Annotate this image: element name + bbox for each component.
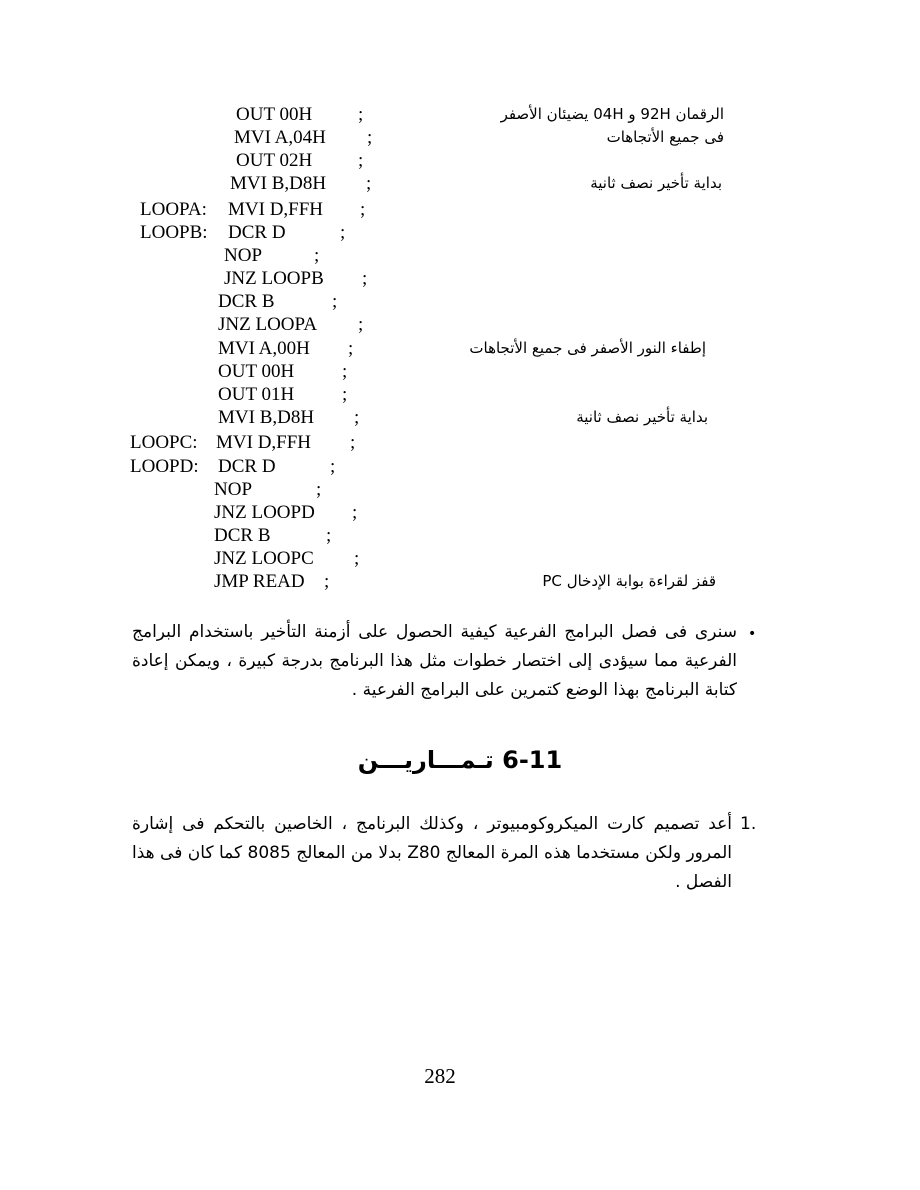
- code-comment: قفز لقراءة بوابة الإدخال PC: [542, 572, 716, 590]
- code-instruction: MVI B,D8H: [218, 407, 315, 428]
- code-instruction: MVI A,04H: [234, 127, 326, 148]
- code-instruction: DCR B: [214, 525, 271, 546]
- code-comment: بداية تأخير نصف ثانية: [576, 408, 708, 426]
- code-instruction: NOP: [224, 245, 263, 266]
- code-label: LOOPB:: [140, 222, 208, 243]
- code-instruction: NOP: [214, 479, 253, 500]
- code-instruction: JNZ LOOPC: [214, 548, 314, 569]
- code-instruction: MVI D,FFH: [228, 199, 324, 220]
- code-instruction: JMP READ: [214, 571, 305, 592]
- code-semicolon: ;: [352, 502, 358, 523]
- code-instruction: DCR B: [218, 291, 275, 312]
- code-semicolon: ;: [342, 361, 348, 382]
- note-paragraph: سنرى فى فصل البرامج الفرعية كيفية الحصول على أزمنة التأخير باستخدام البرامج الفرعية مما سيؤدى إلى اختصار خطوات مثل هذا البرنامج بدرجة كبيرة ، ويمكن إعادة كتابة البرنامج بهذا الوضع كتمرين على البرامج الفرعية .: [132, 622, 737, 700]
- exercise-text: أعد تصميم كارت الميكروكومبيوتر ، وكذلك البرنامج ، الخاصين بالتحكم فى إشارة المرور ولكن مستخدما هذه المرة المعالج Z80 بدلا من المعالج 8085 كما كان فى هذا الفصل .: [132, 814, 732, 892]
- code-comment: الرقمان 92H و 04H يضيئان الأصفر: [500, 105, 724, 123]
- code-instruction: MVI B,D8H: [230, 173, 327, 194]
- code-semicolon: ;: [367, 127, 373, 148]
- code-semicolon: ;: [360, 199, 366, 220]
- code-instruction: JNZ LOOPB: [224, 268, 324, 289]
- code-instruction: OUT 00H: [236, 104, 313, 125]
- code-semicolon: ;: [340, 222, 346, 243]
- bullet-marker: •: [748, 626, 757, 642]
- code-semicolon: ;: [332, 291, 338, 312]
- code-instruction: JNZ LOOPD: [214, 502, 315, 523]
- code-label: LOOPD:: [130, 456, 199, 477]
- code-comment: إطفاء النور الأصفر فى جميع الأتجاهات: [469, 339, 706, 357]
- code-instruction: OUT 02H: [236, 150, 313, 171]
- code-semicolon: ;: [342, 384, 348, 405]
- code-semicolon: ;: [358, 314, 364, 335]
- code-semicolon: ;: [330, 456, 336, 477]
- code-instruction: OUT 01H: [218, 384, 295, 405]
- code-instruction: MVI D,FFH: [216, 432, 312, 453]
- code-instruction: MVI A,00H: [218, 338, 310, 359]
- exercise-number: 1.: [740, 814, 757, 834]
- code-semicolon: ;: [358, 150, 364, 171]
- code-semicolon: ;: [326, 525, 332, 546]
- section-heading: 6-11 تـمـــاريـــن: [357, 746, 563, 774]
- code-comment: بداية تأخير نصف ثانية: [590, 174, 722, 192]
- code-semicolon: ;: [348, 338, 354, 359]
- code-label: LOOPC:: [130, 432, 198, 453]
- code-semicolon: ;: [314, 245, 320, 266]
- code-semicolon: ;: [350, 432, 356, 453]
- code-instruction: JNZ LOOPA: [218, 314, 318, 335]
- code-semicolon: ;: [362, 268, 368, 289]
- code-semicolon: ;: [354, 548, 360, 569]
- code-semicolon: ;: [366, 173, 372, 194]
- code-semicolon: ;: [358, 104, 364, 125]
- code-semicolon: ;: [324, 571, 330, 592]
- code-instruction: DCR D: [218, 456, 276, 477]
- code-instruction: OUT 00H: [218, 361, 295, 382]
- code-semicolon: ;: [354, 407, 360, 428]
- code-label: LOOPA:: [140, 199, 207, 220]
- page-number: 282: [424, 1064, 456, 1088]
- code-comment: فى جميع الأتجاهات: [606, 128, 724, 146]
- code-semicolon: ;: [316, 479, 322, 500]
- code-instruction: DCR D: [228, 222, 286, 243]
